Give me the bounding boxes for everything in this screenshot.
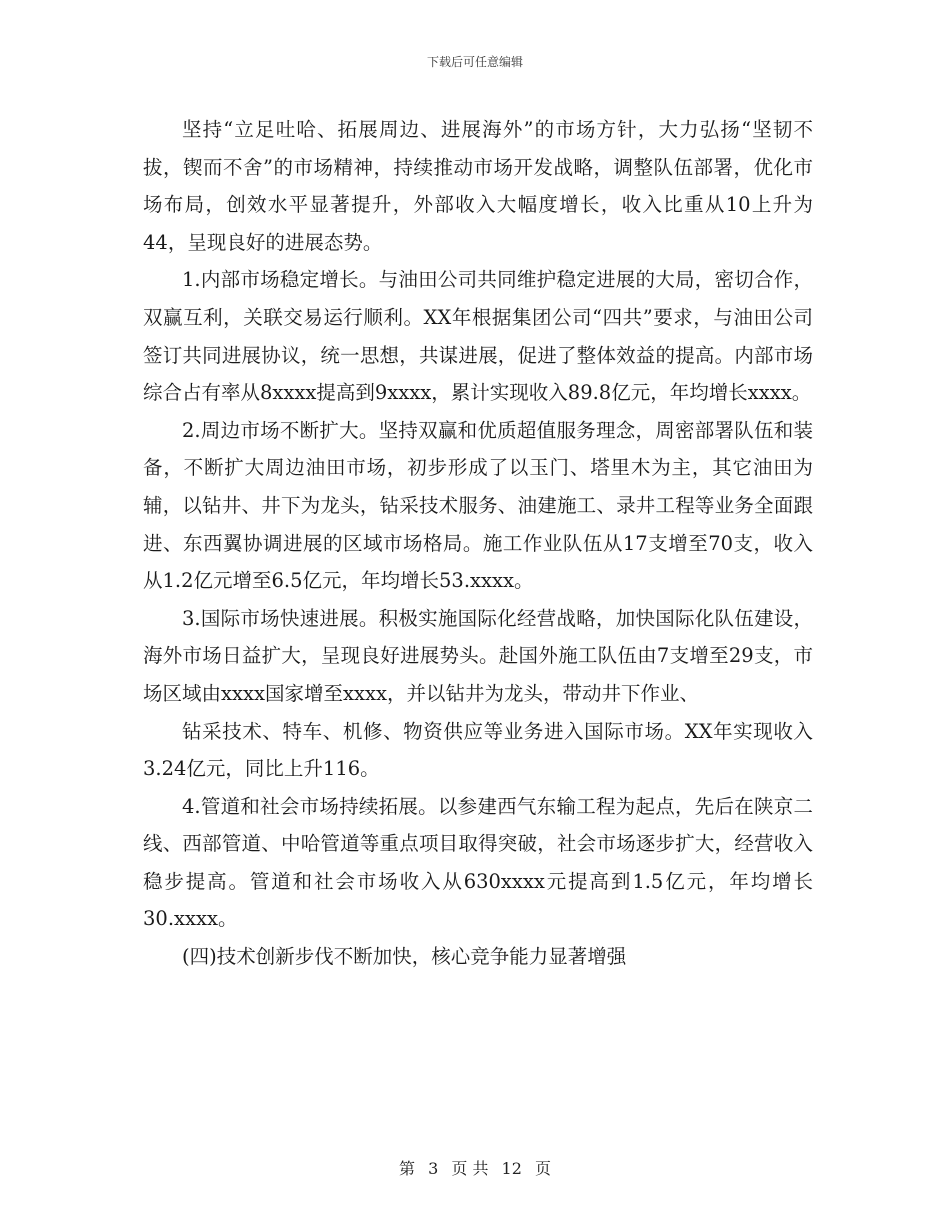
section-heading-tech-innovation: (四)技术创新步伐不断加快，核心竞争能力显著增强 <box>182 945 627 969</box>
page-footer <box>0 1156 950 1179</box>
footer-prefix: 第 <box>398 1159 415 1178</box>
paragraph-international-market: 3.国际市场快速进展。积极实施国际化经营战略，加快国际化队伍建设，海外市场日益扩大，呈现良好进展势头。赴国外施工队伍由7支增至29支，市场区域由xxxx国家增至xxxx，并以钻井为龙头，带动井下作业、 <box>143 606 813 705</box>
footer-page-number: 3 <box>428 1159 439 1178</box>
paragraph-market-strategy: 坚持“立足吐哈、拓展周边、进展海外”的市场方针，大力弘扬“坚韧不拔，锲而不舍”的市场精神，持续推动市场开发战略，调整队伍部署，优化市场布局，创效水平显著提升，外部收入大幅度增长，收入比重从10上升为44，呈现良好的进展态势。 <box>143 118 813 254</box>
paragraph-internal-market: 1.内部市场稳定增长。与油田公司共同维护稳定进展的大局，密切合作，双赢互利，关联交易运行顺利。XX年根据集团公司“四共”要求，与油田公司签订共同进展协议，统一思想，共谋进展，促进了整体效益的提高。内部市场综合占有率从8xxxx提高到9xxxx，累计实现收入89.8亿元，年均增长xxxx。 <box>143 268 813 405</box>
page-header-note: 下载后可任意编辑 <box>426 55 523 69</box>
paragraph-surrounding-market: 2.周边市场不断扩大。坚持双赢和优质超值服务理念，周密部署队伍和装备，不断扩大周边油田市场，初步形成了以玉门、塔里木为主，其它油田为辅，以钻井、井下为龙头，钻采技术服务、油建施工、录井工程等业务全面跟进、东西翼协调进展的区域市场格局。施工作业队伍从17支增至70支，收入从1.2亿元增至6.5亿元，年均增长53.xxxx。 <box>143 418 813 593</box>
paragraph-international-market-cont: 钻采技术、特车、机修、物资供应等业务进入国际市场。XX年实现收入3.24亿元，同比上升116。 <box>143 719 813 781</box>
paragraph-pipeline-social-market: 4.管道和社会市场持续拓展。以参建西气东输工程为起点，先后在陕京二线、西部管道、中哈管道等重点项目取得突破，社会市场逐步扩大，经营收入稳步提高。管道和社会市场收入从630xxxx元提高到1.5亿元，年均增长30.xxxx。 <box>143 794 813 931</box>
footer-total-pages: 12 <box>501 1159 522 1178</box>
footer-mid: 页 共 <box>451 1159 489 1178</box>
footer-suffix: 页 <box>535 1159 552 1178</box>
document-body <box>143 111 813 976</box>
